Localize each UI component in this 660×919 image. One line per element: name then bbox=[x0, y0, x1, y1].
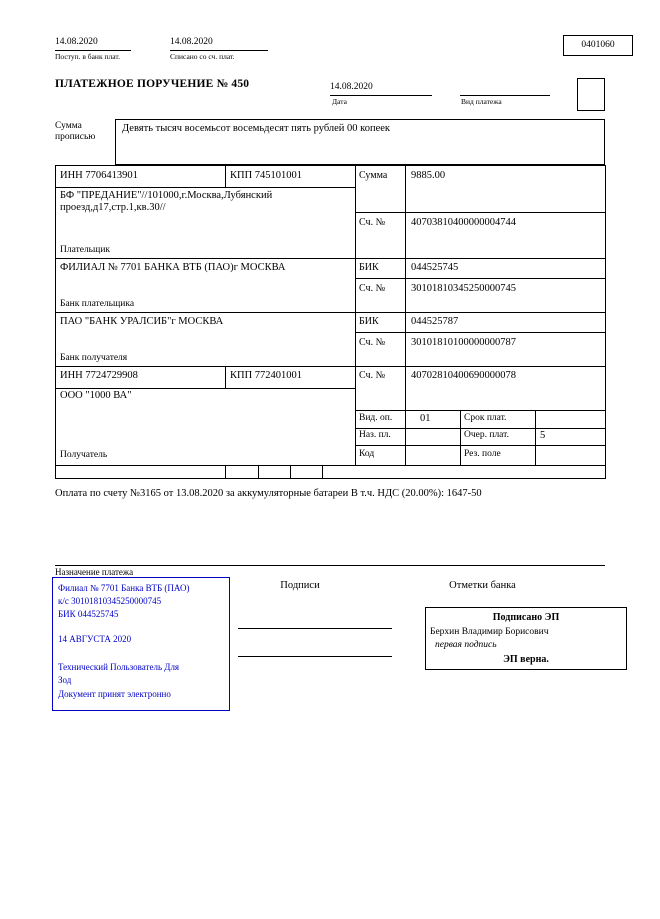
priority-value: 5 bbox=[540, 430, 546, 441]
amount-value: 9885.00 bbox=[411, 170, 446, 181]
payment-kind-box bbox=[577, 78, 605, 111]
grid-line-h bbox=[55, 312, 605, 313]
amount-words-box bbox=[115, 119, 605, 165]
code-label: Код bbox=[359, 449, 375, 459]
payee-bank-bik-label: БИК bbox=[359, 316, 379, 327]
stamp-user-line2: Зод bbox=[58, 675, 72, 685]
purpose-underline bbox=[55, 565, 605, 566]
grid-line-h bbox=[55, 187, 355, 188]
payer-kpp: КПП 745101001 bbox=[230, 170, 303, 181]
payer-account: 40703810400000004744 bbox=[411, 217, 516, 228]
payment-kind-label: Вид платежа bbox=[461, 97, 502, 106]
grid-line-h bbox=[55, 465, 605, 466]
grid-line-v bbox=[225, 366, 226, 388]
payee-label: Получатель bbox=[60, 450, 108, 460]
payer-inn: ИНН 7706413901 bbox=[60, 170, 138, 181]
grid-line-h bbox=[55, 478, 606, 479]
stamp-corr-account: к/с 30101810345250000745 bbox=[58, 596, 162, 606]
signature-line bbox=[238, 656, 392, 657]
grid-line-h bbox=[355, 332, 605, 333]
payer-bank-label: Банк плательщика bbox=[60, 299, 135, 309]
grid-line-v bbox=[322, 465, 323, 478]
esign-verified: ЭП верна. bbox=[503, 654, 549, 665]
due-label: Срок плат. bbox=[464, 413, 507, 423]
esign-name: Берхин Владимир Борисович bbox=[430, 627, 549, 637]
grid-line-v bbox=[355, 165, 356, 465]
grid-line-h bbox=[55, 388, 355, 389]
grid-line-v bbox=[535, 410, 536, 465]
payee-account-label: Сч. № bbox=[359, 370, 386, 381]
esignature-box bbox=[425, 607, 627, 670]
grid-line-h bbox=[55, 165, 605, 166]
payee-account: 40702810400690000078 bbox=[411, 370, 516, 381]
stamp-date: 14 АВГУСТА 2020 bbox=[58, 634, 132, 644]
payee-bank-label: Банк получателя bbox=[60, 353, 128, 363]
date-label: Дата bbox=[332, 97, 347, 106]
amount-label: Сумма bbox=[359, 170, 388, 181]
field-underline bbox=[460, 95, 550, 96]
op-kind-value: 01 bbox=[420, 413, 431, 424]
payee-name: ООО "1000 ВА" bbox=[60, 390, 132, 401]
purpose-label: Назначение платежа bbox=[55, 567, 134, 577]
grid-line-v bbox=[225, 165, 226, 187]
grid-line-v bbox=[258, 465, 259, 478]
debited-date: 14.08.2020 bbox=[170, 37, 213, 47]
payee-bank-name: ПАО "БАНК УРАЛСИБ"г МОСКВА bbox=[60, 316, 224, 327]
grid-line-v bbox=[225, 465, 226, 478]
grid-line-v bbox=[605, 165, 606, 479]
op-kind-label: Вид. оп. bbox=[359, 413, 393, 423]
payee-inn: ИНН 7724729908 bbox=[60, 370, 138, 381]
esign-role: первая подпись bbox=[435, 640, 497, 650]
bank-stamp bbox=[52, 577, 230, 711]
grid-line-h bbox=[55, 258, 605, 259]
grid-line-v bbox=[55, 165, 56, 478]
grid-line-h bbox=[355, 212, 605, 213]
payee-kpp: КПП 772401001 bbox=[230, 370, 303, 381]
priority-label: Очер. плат. bbox=[464, 430, 509, 440]
field-underline bbox=[170, 50, 268, 51]
grid-line-v bbox=[290, 465, 291, 478]
form-code: 0401060 bbox=[581, 40, 615, 50]
stamp-user-line1: Технический Пользователь Для bbox=[58, 662, 180, 672]
payee-bank-account-label: Сч. № bbox=[359, 337, 386, 348]
debited-date-label: Списано со сч. плат. bbox=[170, 52, 235, 61]
document-title: ПЛАТЕЖНОЕ ПОРУЧЕНИЕ № 450 bbox=[55, 78, 250, 90]
esign-title: Подписано ЭП bbox=[492, 612, 560, 623]
payer-bank-bik-label: БИК bbox=[359, 262, 379, 273]
stamp-bik: БИК 044525745 bbox=[58, 609, 119, 619]
signature-line bbox=[238, 628, 392, 629]
payer-bank-account-label: Сч. № bbox=[359, 283, 386, 294]
grid-line-v bbox=[405, 165, 406, 465]
amount-words-label: Сумма прописью bbox=[55, 121, 96, 142]
form-code-box bbox=[563, 35, 633, 56]
received-date: 14.08.2020 bbox=[55, 37, 98, 47]
grid-line-h bbox=[355, 410, 605, 411]
payer-bank-name: ФИЛИАЛ № 7701 БАНКА ВТБ (ПАО)г МОСКВА bbox=[60, 262, 286, 273]
stamp-bank-name: Филиал № 7701 Банка ВТБ (ПАО) bbox=[58, 583, 190, 593]
payee-bank-bik: 044525787 bbox=[411, 316, 459, 327]
amount-words-value: Девять тысяч восемьсот восемьдесят пять рублей 00 копеек bbox=[122, 123, 391, 134]
grid-line-h bbox=[55, 366, 605, 367]
payer-account-label: Сч. № bbox=[359, 217, 386, 228]
payee-bank-account: 30101810100000000787 bbox=[411, 337, 516, 348]
stamp-status: Документ принят электронно bbox=[58, 689, 171, 699]
purpose-text: Оплата по счету №3165 от 13.08.2020 за аккумуляторные батареи В т.ч. НДС (20.00%): 1647-50 bbox=[55, 488, 482, 499]
signatures-heading: Подписи bbox=[280, 580, 320, 591]
document-date: 14.08.2020 bbox=[330, 82, 373, 92]
payer-name: БФ "ПРЕДАНИЕ"//101000,г.Москва,Лубянский проезд,д17,стр.1,кв.30// bbox=[60, 190, 273, 214]
payer-bank-bik: 044525745 bbox=[411, 262, 459, 273]
grid-line-h bbox=[355, 428, 605, 429]
payer-bank-account: 30101810345250000745 bbox=[411, 283, 516, 294]
grid-line-v bbox=[460, 410, 461, 465]
grid-line-h bbox=[355, 445, 605, 446]
field-underline bbox=[330, 95, 432, 96]
received-date-label: Поступ. в банк плат. bbox=[55, 52, 120, 61]
reserve-field-label: Рез. поле bbox=[464, 449, 501, 459]
bank-marks-heading: Отметки банка bbox=[449, 580, 516, 591]
field-underline bbox=[55, 50, 131, 51]
grid-line-h bbox=[355, 278, 605, 279]
payer-label: Плательщик bbox=[60, 245, 111, 255]
purpose-code-label: Наз. пл. bbox=[359, 430, 391, 440]
